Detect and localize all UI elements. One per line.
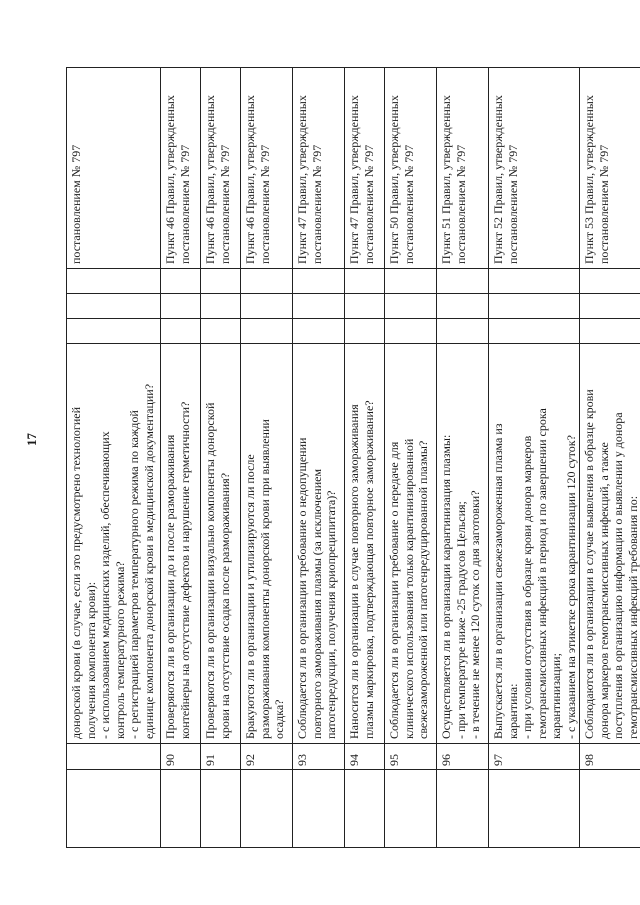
requirement-question (241, 344, 293, 744)
question-line: Проверяются ли в организации до и после размораживания (163, 434, 177, 739)
answer-cell[interactable] (161, 294, 201, 319)
reference-line: постановлением № 797 (505, 144, 520, 264)
question-line: донора маркеров гемотрансмиссивных инфекций, а также (596, 442, 611, 739)
question-line: единице компонента донорской крови в медицинской документации? (141, 383, 156, 739)
question-line: получения компонента крови): (83, 581, 98, 739)
table-row (437, 68, 489, 848)
answer-cell[interactable] (345, 294, 385, 319)
question-line: контейнеры на отсутствие дефектов и нарушение герметичности? (177, 401, 192, 739)
question-line: Проверяются ли в организации визуально компоненты донорской (203, 402, 217, 739)
answer-cell[interactable] (161, 319, 201, 344)
question-line: осадка? (272, 699, 286, 739)
table-row (161, 68, 201, 848)
blank-cell (161, 770, 201, 848)
answer-cell[interactable] (67, 269, 161, 294)
requirement-question (293, 344, 345, 744)
requirement-question (345, 344, 385, 744)
answer-cell[interactable] (241, 294, 293, 319)
requirement-question (67, 344, 161, 744)
reference-line: постановлением № 797 (596, 144, 611, 264)
requirement-question (385, 344, 437, 744)
reference-line: Пункт 50 Правил, утвержденных (387, 95, 401, 264)
legal-reference (489, 68, 580, 269)
answer-cell[interactable] (385, 319, 437, 344)
question-line: свежезамороженной или патогенредуцированной плазмы? (416, 440, 430, 739)
blank-cell (345, 770, 385, 848)
row-number (67, 744, 161, 770)
answer-cell[interactable] (293, 319, 345, 344)
blank-cell (385, 770, 437, 848)
answer-cell[interactable] (489, 294, 580, 319)
checklist-table (66, 67, 640, 848)
reference-line: постановлением № 797 (309, 144, 324, 264)
legal-reference (67, 68, 161, 269)
question-line: карантина: (505, 683, 520, 739)
answer-cell[interactable] (345, 319, 385, 344)
blank-cell (67, 770, 161, 848)
requirement-question (580, 344, 640, 744)
legal-reference (293, 68, 345, 269)
question-line: Бракуются ли в организации и утилизируются ли после (243, 454, 257, 739)
answer-cell[interactable] (293, 294, 345, 319)
answer-cell[interactable] (241, 319, 293, 344)
reference-line: Пункт 46 Правил, утвержденных (243, 95, 257, 264)
question-line: плазмы маркировка, подтверждающая повторное замораживание? (361, 400, 376, 739)
legal-reference (437, 68, 489, 269)
reference-line: Пункт 47 Правил, утвержденных (347, 95, 361, 264)
question-line: донорской крови (в случае, если это предусмотрено технологией (69, 406, 83, 739)
blank-cell (293, 770, 345, 848)
answer-cell[interactable] (580, 269, 640, 294)
question-line: - при температуре ниже -25 градусов Цельсия; (453, 501, 468, 739)
answer-cell[interactable] (201, 319, 241, 344)
question-line: контроль температурного режима? (112, 561, 127, 739)
question-line: карантинизации; (549, 653, 563, 739)
answer-cell[interactable] (489, 269, 580, 294)
question-line: Соблюдается ли в организации требование о недопущении (295, 437, 309, 739)
question-line: крови на отсутствие осадка после размораживания? (217, 472, 232, 739)
row-number: 92 (241, 744, 293, 770)
rotated-table-container (66, 68, 640, 848)
reference-line: Пункт 52 Правил, утвержденных (491, 95, 505, 264)
row-number: 94 (345, 744, 385, 770)
blank-cell (437, 770, 489, 848)
reference-line: постановлением № 797 (177, 144, 192, 264)
answer-cell[interactable] (67, 294, 161, 319)
question-line: Осуществляется ли в организации карантинизация плазмы: (439, 434, 453, 739)
blank-cell (241, 770, 293, 848)
question-line: гемотрансмиссивных инфекций требования по: (625, 495, 640, 739)
blank-cell (580, 770, 640, 848)
table-row (345, 68, 385, 848)
table-row (385, 68, 437, 848)
question-line: - в течение не менее 120 суток со дня заготовки? (468, 490, 482, 739)
question-line: Выпускается ли в организации свежезамороженная плазма из (491, 423, 505, 739)
legal-reference (201, 68, 241, 269)
reference-line: Пункт 46 Правил, утвержденных (163, 95, 177, 264)
answer-cell[interactable] (345, 269, 385, 294)
answer-cell[interactable] (241, 269, 293, 294)
reference-line: постановлением № 797 (257, 144, 272, 264)
reference-line: постановлением № 797 (217, 144, 232, 264)
answer-cell[interactable] (489, 319, 580, 344)
table-row (489, 68, 580, 848)
reference-line: Пункт 47 Правил, утвержденных (295, 95, 309, 264)
question-line: клинического использования только карантинизированной (401, 438, 416, 739)
answer-cell[interactable] (201, 269, 241, 294)
question-line: - при условии отсутствия в образце крови донора маркеров (520, 435, 534, 739)
reference-line: постановлением № 797 (361, 144, 376, 264)
legal-reference (580, 68, 640, 269)
row-number: 93 (293, 744, 345, 770)
answer-cell[interactable] (201, 294, 241, 319)
question-line: поступления в организацию информации о выявлении у донора (611, 412, 625, 739)
table-row (580, 68, 640, 848)
requirement-question (489, 344, 580, 744)
checklist-body (67, 68, 640, 848)
table-row (67, 68, 161, 848)
legal-reference (385, 68, 437, 269)
legal-reference (241, 68, 293, 269)
row-number: 95 (385, 744, 437, 770)
requirement-question (161, 344, 201, 744)
reference-line: постановлением № 797 (69, 144, 83, 264)
reference-line: Пункт 51 Правил, утвержденных (439, 95, 453, 264)
question-line: Соблюдается ли в организации требование о передаче для (387, 441, 401, 739)
table-row (293, 68, 345, 848)
answer-cell[interactable] (161, 269, 201, 294)
question-line: Соблюдаются ли в организации в случае выявления в образце крови (582, 389, 596, 739)
reference-line: Пункт 46 Правил, утвержденных (203, 95, 217, 264)
row-number: 97 (489, 744, 580, 770)
page-number: 17 (24, 433, 39, 446)
legal-reference (161, 68, 201, 269)
answer-cell[interactable] (580, 319, 640, 344)
question-line: гемотрансмиссивных инфекций в период и по завершении срока (534, 408, 549, 739)
question-line: патогенредукции, получения криопреципитата)? (324, 490, 338, 739)
question-line: повторного замораживания плазмы (за исключением (309, 468, 324, 739)
reference-line: постановлением № 797 (401, 144, 416, 264)
blank-cell (201, 770, 241, 848)
row-number: 91 (201, 744, 241, 770)
question-line: - с указанием на этикетке срока карантинизации 120 суток? (563, 435, 578, 739)
legal-reference (345, 68, 385, 269)
answer-cell[interactable] (580, 294, 640, 319)
question-line: - с регистрацией параметров температурного режима по каждой (127, 410, 141, 739)
question-line: - с использованием медицинских изделий, обеспечивающих (98, 431, 112, 739)
answer-cell[interactable] (437, 269, 489, 294)
answer-cell[interactable] (67, 319, 161, 344)
answer-cell[interactable] (385, 294, 437, 319)
answer-cell[interactable] (437, 319, 489, 344)
blank-cell (489, 770, 580, 848)
answer-cell[interactable] (437, 294, 489, 319)
table-row (241, 68, 293, 848)
row-number: 90 (161, 744, 201, 770)
reference-line: Пункт 53 Правил, утвержденных (582, 95, 596, 264)
row-number: 98 (580, 744, 640, 770)
row-number: 96 (437, 744, 489, 770)
requirement-question (437, 344, 489, 744)
question-line: Наносится ли в организации в случае повторного замораживания (347, 404, 361, 739)
answer-cell[interactable] (385, 269, 437, 294)
table-row (201, 68, 241, 848)
question-line: размораживания компоненты донорской крови при выявлении (257, 419, 272, 739)
reference-line: постановлением № 797 (453, 144, 468, 264)
requirement-question (201, 344, 241, 744)
answer-cell[interactable] (293, 269, 345, 294)
